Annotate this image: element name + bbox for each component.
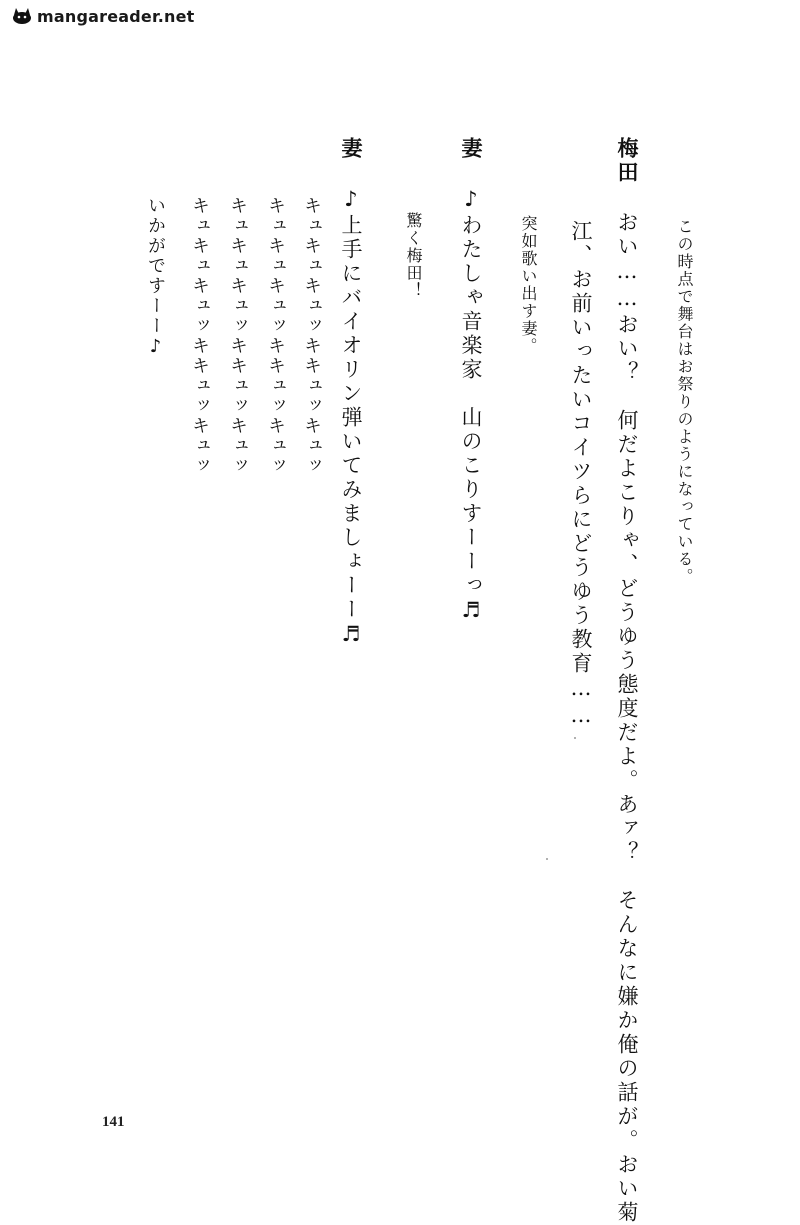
cat-logo-icon xyxy=(10,6,34,26)
wife-line-1: ♪わたしゃ音楽家 山のこりすーーっ♬ xyxy=(459,187,483,625)
song-line-1: キュキュキュッキキュッキュッ xyxy=(301,196,322,476)
stage-direction-sings: 突如歌い出す妻。 xyxy=(519,215,538,355)
song-line-4: キュキュキュッキキュッキュッ xyxy=(189,196,210,476)
wife-line-2: ♪上手にバイオリン弾いてみましょーー♬ xyxy=(339,187,363,649)
dialogue-wife-1 xyxy=(460,137,482,625)
dialogue-wife-2 xyxy=(340,137,362,649)
song-line-5: いかがですーー♪ xyxy=(145,196,166,359)
speaker-wife-2: 妻 xyxy=(339,137,364,161)
speaker-wife-1: 妻 xyxy=(459,137,484,161)
watermark-text: mangareader.net xyxy=(37,6,195,26)
speck xyxy=(546,858,548,860)
speaker-umeda: 梅田 xyxy=(615,137,640,185)
stage-direction-festival: この時点で舞台はお祭りのようになっている。 xyxy=(675,218,694,586)
song-line-2: キュキュキュッキキュッキュッ xyxy=(265,196,286,476)
speck xyxy=(574,737,576,739)
stage-direction-surprised: 驚く梅田！ xyxy=(404,212,423,300)
song-line-3: キュキュキュッキキュッキュッ xyxy=(227,196,248,476)
page-number: 141 xyxy=(102,1114,125,1130)
dialogue-umeda-2: 江、お前いったいコイツらにどうゆう教育…… xyxy=(569,220,593,730)
umeda-line-1: おい……おい？ 何だよこりゃ、どうゆう態度だよ。あァ？ そんなに嫌か俺の話が。おい菊 xyxy=(615,211,639,1225)
dialogue-umeda-1 xyxy=(616,137,638,1225)
watermark xyxy=(10,6,195,26)
